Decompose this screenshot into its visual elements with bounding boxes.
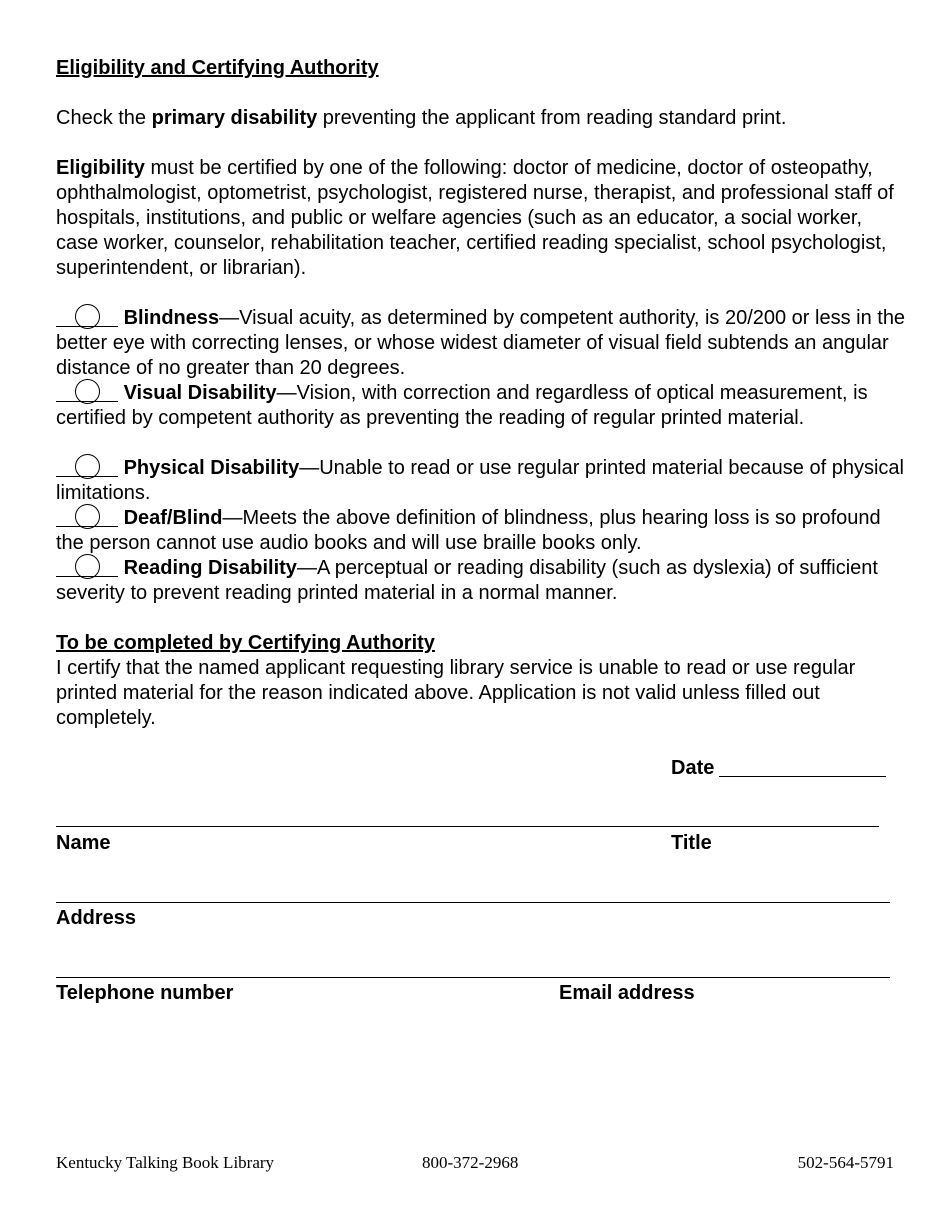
option-blindness — [56, 306, 906, 381]
telephone-email-field[interactable] — [56, 977, 890, 978]
option-title: Deaf/Blind — [123, 507, 223, 529]
name-label: Name — [56, 832, 111, 854]
physical-disability-radio-circle[interactable] — [75, 454, 100, 479]
check-instruction — [56, 106, 906, 131]
title-label: Title — [671, 832, 712, 854]
option-title: Visual Disability — [123, 382, 277, 404]
telephone-label: Telephone number — [56, 982, 234, 1004]
footer-tollfree-phone: 800-372-2968 — [422, 1153, 519, 1172]
reading-disability-radio-circle[interactable] — [75, 554, 100, 579]
footer-library-name: Kentucky Talking Book Library — [56, 1153, 275, 1172]
address-label: Address — [56, 907, 137, 929]
footer-local-phone: 502-564-5791 — [797, 1153, 894, 1172]
visual-disability-radio-circle[interactable] — [75, 379, 100, 404]
name-title-field[interactable] — [56, 826, 879, 827]
option-visual-disability — [56, 381, 906, 431]
option-text: —Meets the above definition of blindness, plus hearing loss is so profound the person cannot use audio books and will use braille books only. — [56, 507, 881, 554]
visual-disability-checkbox[interactable] — [56, 382, 118, 402]
option-text: —A perceptual or reading disability (such as dyslexia) of sufficient severity to prevent reading printed material in a normal manner. — [56, 557, 878, 604]
address-field[interactable] — [56, 902, 890, 903]
deaf-blind-radio-circle[interactable] — [75, 504, 100, 529]
deaf-blind-checkbox[interactable] — [56, 507, 118, 527]
blindness-radio-circle[interactable] — [75, 304, 100, 329]
cert-text: must be certified by one of the following: doctor of medicine, doctor of osteopathy, ophthalmologist, optometrist, psychologist, registered nurse, therapist, and professional staff of hospitals, institutions, and public or welfare agencies (such as an educator, a social worker, case worker, counselor, rehabilitation teacher, certified reading specialist, school psychologist, superintendent, or librarian). — [56, 157, 894, 279]
option-text: —Visual acuity, as determined by competent authority, is 20/200 or less in the better eye with correcting lenses, or whose widest diameter of visual field subtends an angular distance of no greater than 20 degrees. — [56, 307, 906, 379]
option-title: Reading Disability — [123, 557, 297, 579]
blindness-checkbox[interactable] — [56, 307, 118, 327]
date-field[interactable] — [719, 776, 886, 777]
reading-disability-checkbox[interactable] — [56, 557, 118, 577]
check-prefix: Check the — [56, 107, 152, 129]
certifying-heading: To be completed by Certifying Authority — [56, 632, 435, 654]
option-title: Physical Disability — [123, 457, 300, 479]
date-label: Date — [671, 757, 715, 779]
email-label: Email address — [559, 982, 695, 1004]
option-text: —Vision, with correction and regardless of optical measurement, is certified by competent authority as preventing the reading of regular printed material. — [56, 382, 868, 429]
certification-statement: I certify that the named applicant requesting library service is unable to read or use regular printed material for the reason indicated above. Application is not valid unless filled out completely. — [56, 657, 856, 729]
check-suffix: preventing the applicant from reading standard print. — [317, 107, 787, 129]
option-reading-disability — [56, 556, 906, 606]
option-physical-disability — [56, 456, 906, 506]
physical-disability-checkbox[interactable] — [56, 457, 118, 477]
option-text: —Unable to read or use regular printed material because of physical limitations. — [56, 457, 904, 504]
eligibility-heading: Eligibility and Certifying Authority — [56, 57, 379, 79]
option-title: Blindness — [123, 307, 220, 329]
check-bold: primary disability — [151, 107, 318, 129]
cert-bold: Eligibility — [56, 157, 145, 179]
option-deaf-blind — [56, 506, 906, 556]
certification-requirement — [56, 156, 906, 281]
